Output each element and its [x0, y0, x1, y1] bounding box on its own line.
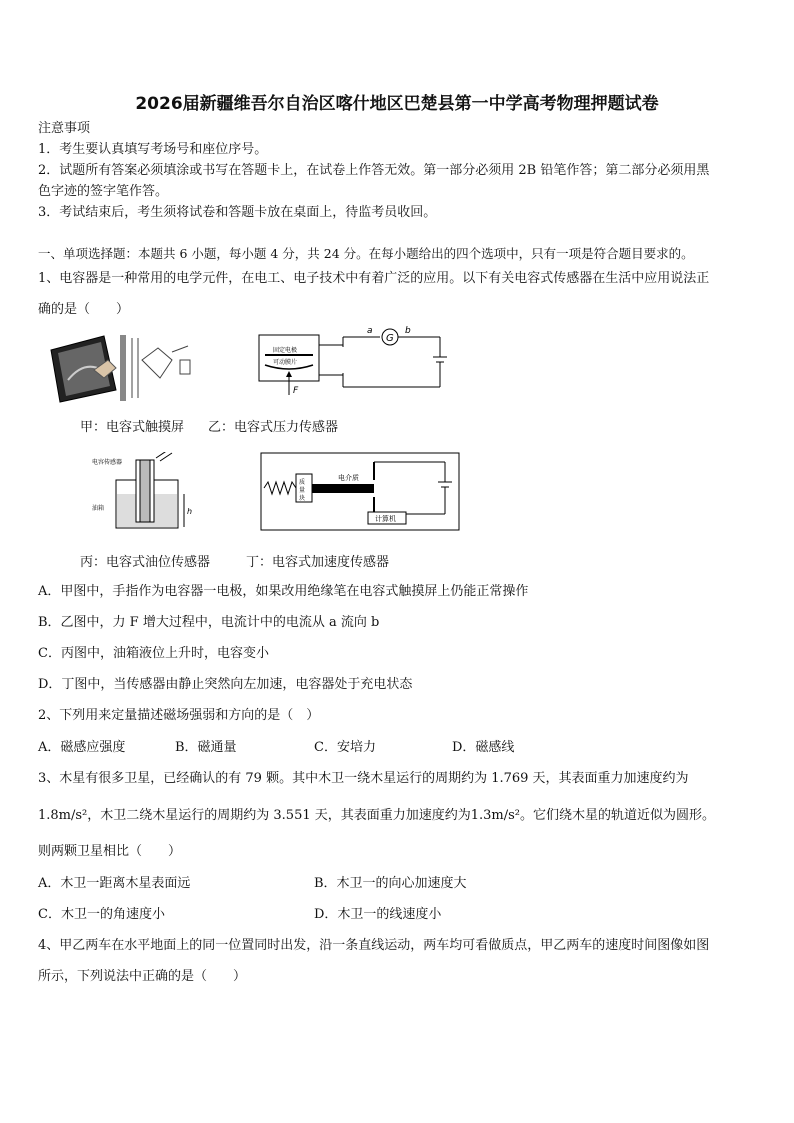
q4-stem-line1: 4、甲乙两车在水平地面上的同一位置同时出发，沿一条直线运动，两车均可看做质点，甲乙两车的速度时间图像如图 [38, 938, 710, 953]
notice-item-2-cont: 色字迹的签字笔作答。 [38, 184, 169, 199]
q3-stem-line1: 3、木星有很多卫星，已经确认的有 79 颗。其中木卫一绕木星运行的周期约为 1.769 天，其表面重力加速度约为 [38, 771, 689, 786]
q2-stem: 2、下列用来定量描述磁场强弱和方向的是（ ） [38, 708, 320, 723]
point-b-label: b [405, 326, 411, 336]
touchscreen-figure [46, 330, 196, 405]
q2-option-a: A．磁感应强度 [38, 740, 126, 755]
q1-option-d: D．丁图中，当传感器由静止突然向左加速，电容器处于充电状态 [38, 677, 413, 692]
caption-bing: 丙：电容式油位传感器 [80, 555, 211, 570]
q1-option-c: C．丙图中，油箱液位上升时，电容变小 [38, 646, 269, 661]
q1-stem-line1: 1、电容器是一种常用的电学元件，在电工、电子技术中有着广泛的应用。以下有关电容式传感器在生活中应用说法正 [38, 271, 710, 286]
q3-stem-line2 [38, 807, 715, 825]
oil-tank-label: 油箱 [92, 505, 105, 512]
q2-option-d: D．磁感线 [452, 740, 515, 755]
q3-gravity-2: 1.3m/s² [470, 808, 521, 823]
caption-yi: 乙：电容式压力传感器 [208, 420, 339, 435]
pressure-sensor-figure [255, 325, 455, 400]
q2-option-b: B．磁通量 [175, 740, 237, 755]
q1-option-a: A．甲图中，手指作为电容器一电极，如果改用绝缘笔在电容式触摸屏上仍能正常操作 [38, 584, 529, 599]
q3-stem-end: 。它们绕木星的轨道近似为圆形。 [520, 808, 716, 823]
acceleration-sensor-figure [260, 452, 460, 532]
q3-stem-line3: 则两颗卫星相比（ ） [38, 844, 182, 859]
oil-level-figure [90, 452, 200, 532]
caption-jia: 甲：电容式触摸屏 [80, 420, 185, 435]
section-heading: 一、单项选择题：本题共 6 小题，每小题 4 分，共 24 分。在每小题给出的四个选项中，只有一项是符合题目要求的。 [38, 246, 694, 261]
galvanometer-label: G [386, 333, 394, 344]
q3-option-c: C．木卫一的角速度小 [38, 907, 165, 922]
force-label: F [293, 386, 299, 396]
q1-option-b: B．乙图中，力 F 增大过程中，电流计中的电流从 a 流向 b [38, 615, 380, 630]
mass-label-1: 质 [299, 479, 306, 486]
notice-heading: 注意事项 [38, 121, 91, 136]
notice-item-3: 3．考试结束后，考生须将试卷和答题卡放在桌面上，待监考员收回。 [38, 205, 437, 220]
movable-membrane-label: 可动膜片 [273, 359, 298, 366]
mass-label-3: 块 [299, 495, 306, 502]
q3-option-b: B．木卫一的向心加速度大 [314, 876, 467, 891]
notice-item-2: 2．试题所有答案必须填涂或书写在答题卡上，在试卷上作答无效。第一部分必须用 2B 铅笔作答；第二部分必须用黑 [38, 163, 710, 178]
point-a-label: a [367, 326, 373, 336]
exam-title: 2026届新疆维吾尔自治区喀什地区巴楚县第一中学高考物理押题试卷 [135, 94, 659, 114]
q3-option-d: D．木卫一的线速度小 [314, 907, 442, 922]
q3-gravity-1: 1.8m/s² [38, 808, 88, 823]
q3-stem-mid: ，木卫二绕木星运行的周期约为 3.551 天，其表面重力加速度约为 [87, 808, 471, 823]
notice-item-1: 1．考生要认真填写考场号和座位序号。 [38, 142, 268, 157]
computer-label: 计算机 [375, 515, 396, 523]
q3-option-a: A．木卫一距离木星表面远 [38, 876, 191, 891]
sensor-label: 电容传感器 [92, 459, 123, 466]
mass-label-2: 量 [299, 487, 306, 494]
q4-stem-line2: 所示，下列说法中正确的是（ ） [38, 969, 247, 984]
q2-option-c: C．安培力 [314, 740, 376, 755]
caption-ding: 丁：电容式加速度传感器 [246, 555, 390, 570]
fixed-electrode-label: 固定电极 [273, 347, 298, 354]
height-label: h [187, 507, 193, 516]
q1-stem-line2: 确的是（ ） [38, 302, 130, 317]
dielectric-label: 电介质 [338, 474, 359, 482]
